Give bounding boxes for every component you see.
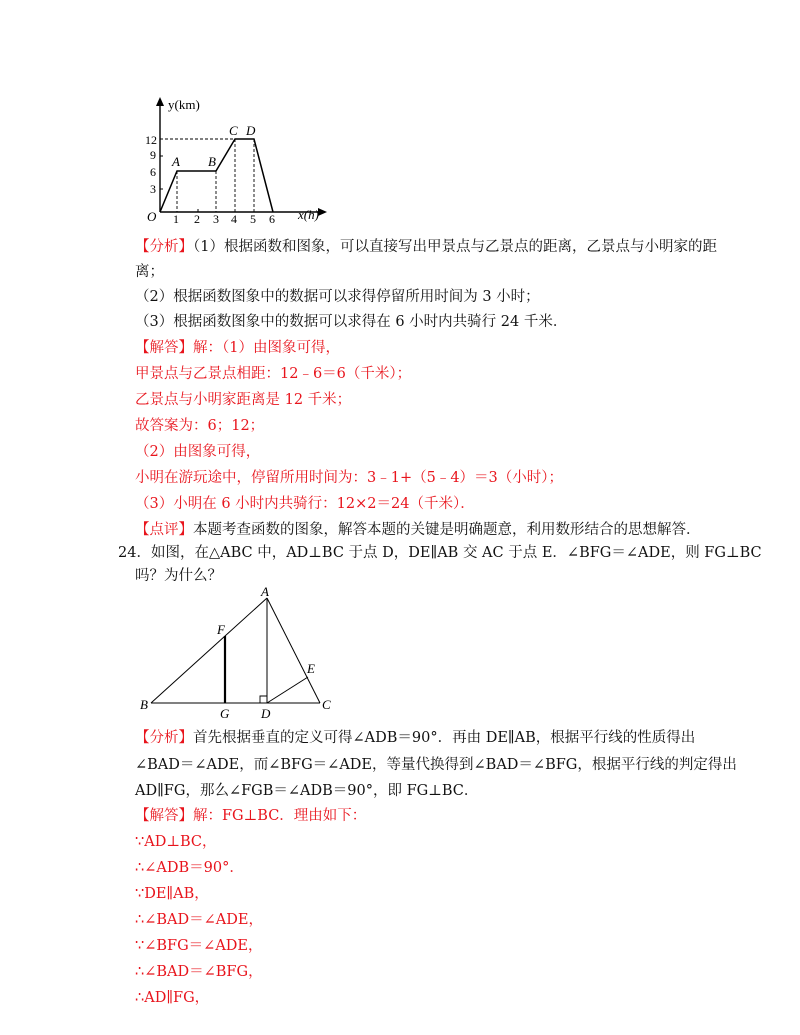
distance-time-graph (125, 95, 335, 225)
answer2-line8: ∴AD∥FG， (135, 990, 210, 1006)
point-c-label: C (229, 123, 238, 138)
answer1-line6: 小明在游玩途中，停留所用时间为：3﹣1+（5﹣4）＝3（小时）； (135, 470, 564, 486)
answer2-line7: ∴∠BAD＝∠BFG， (135, 964, 263, 980)
x-tick-6: 6 (269, 212, 275, 225)
x-axis-label: x(h) (298, 207, 319, 222)
answer1-line4: 故答案为：6；12； (135, 418, 265, 434)
answer2-line2: ∵AD⊥BC， (135, 834, 217, 850)
comment1-line: 【点评】本题考查函数的图象，解答本题的关键是明确题意，利用数形结合的思想解答． (135, 522, 701, 538)
analysis1-line2: （2）根据函数图象中的数据可以求得停留所用时间为 3 小时； (135, 289, 540, 305)
label-d: D (261, 706, 271, 720)
point-d-label: D (246, 123, 256, 138)
x-tick-3: 3 (213, 212, 219, 225)
label-b: B (140, 697, 148, 712)
analysis2-line2: ∠BAD＝∠ADE，而∠BFG＝∠ADE，等量代换得到∠BAD＝∠BFG，根据平行线的判定得出 (135, 757, 737, 773)
triangle-figure (140, 585, 340, 720)
x-tick-1: 1 (173, 212, 179, 225)
label-a: A (261, 585, 269, 599)
answer2-line1: 【解答】解：FG⊥BC．理由如下： (135, 808, 367, 824)
answer1-line1: 【解答】解：（1）由图象可得， (135, 340, 340, 356)
answer2-line3: ∴∠ADB＝90°． (135, 860, 244, 876)
point-b-label: B (208, 154, 216, 169)
answer1-line5: （2）由图象可得， (135, 444, 261, 460)
label-c: C (322, 697, 331, 712)
comment1-tag: 【点评】 (135, 522, 193, 538)
y-tick-6: 6 (150, 165, 156, 179)
analysis2-line1: 【分析】首先根据垂直的定义可得∠ADB＝90°．再由 DE∥AB，根据平行线的性质得出 (135, 730, 696, 746)
x-tick-5: 5 (250, 212, 256, 225)
analysis1-line1b: 离； (135, 264, 164, 280)
y-tick-12: 12 (145, 133, 157, 147)
answer2-line5: ∴∠BAD＝∠ADE， (135, 912, 263, 928)
x-tick-2: 2 (194, 212, 200, 225)
answer2-line6: ∵∠BFG＝∠ADE， (135, 938, 263, 954)
label-e: E (307, 661, 315, 676)
analysis1-line1: 【分析】（1）根据函数和图象，可以直接写出甲景点与乙景点的距离，乙景点与小明家的距 (135, 239, 717, 255)
answer1-line2: 甲景点与乙景点相距：12﹣6＝6（千米）； (135, 366, 412, 382)
question24-line2: 吗？为什么？ (135, 568, 222, 584)
answer1-line7: （3）小明在 6 小时内共骑行：12×2＝24（千米）． (135, 496, 475, 512)
analysis2-tag: 【分析】 (135, 730, 193, 746)
analysis1-tag: 【分析】 (135, 239, 193, 255)
answer2-tag: 【解答】 (135, 808, 193, 824)
answer1-line3: 乙景点与小明家距离是 12 千米； (135, 392, 352, 408)
y-tick-9: 9 (150, 148, 156, 162)
x-tick-4: 4 (231, 212, 237, 225)
answer1-tag: 【解答】 (135, 340, 193, 356)
y-tick-3: 3 (150, 182, 156, 196)
analysis1-line3: （3）根据函数图象中的数据可以求得在 6 小时内共骑行 24 千米． (135, 314, 568, 330)
y-axis-label: y(km) (168, 97, 200, 112)
analysis2-line3: AD∥FG，那么∠FGB＝∠ADB＝90°，即 FG⊥BC． (135, 783, 479, 799)
answer2-line4: ∵DE∥AB， (135, 886, 209, 902)
origin-label: O (147, 209, 157, 224)
label-f: F (217, 622, 225, 637)
question24-line1: 24．如图，在△ABC 中，AD⊥BC 于点 D，DE∥AB 交 AC 于点 E．∠BFG＝∠ADE，则 FG⊥BC (118, 545, 762, 561)
label-g: G (220, 706, 230, 720)
point-a-label: A (172, 154, 180, 169)
